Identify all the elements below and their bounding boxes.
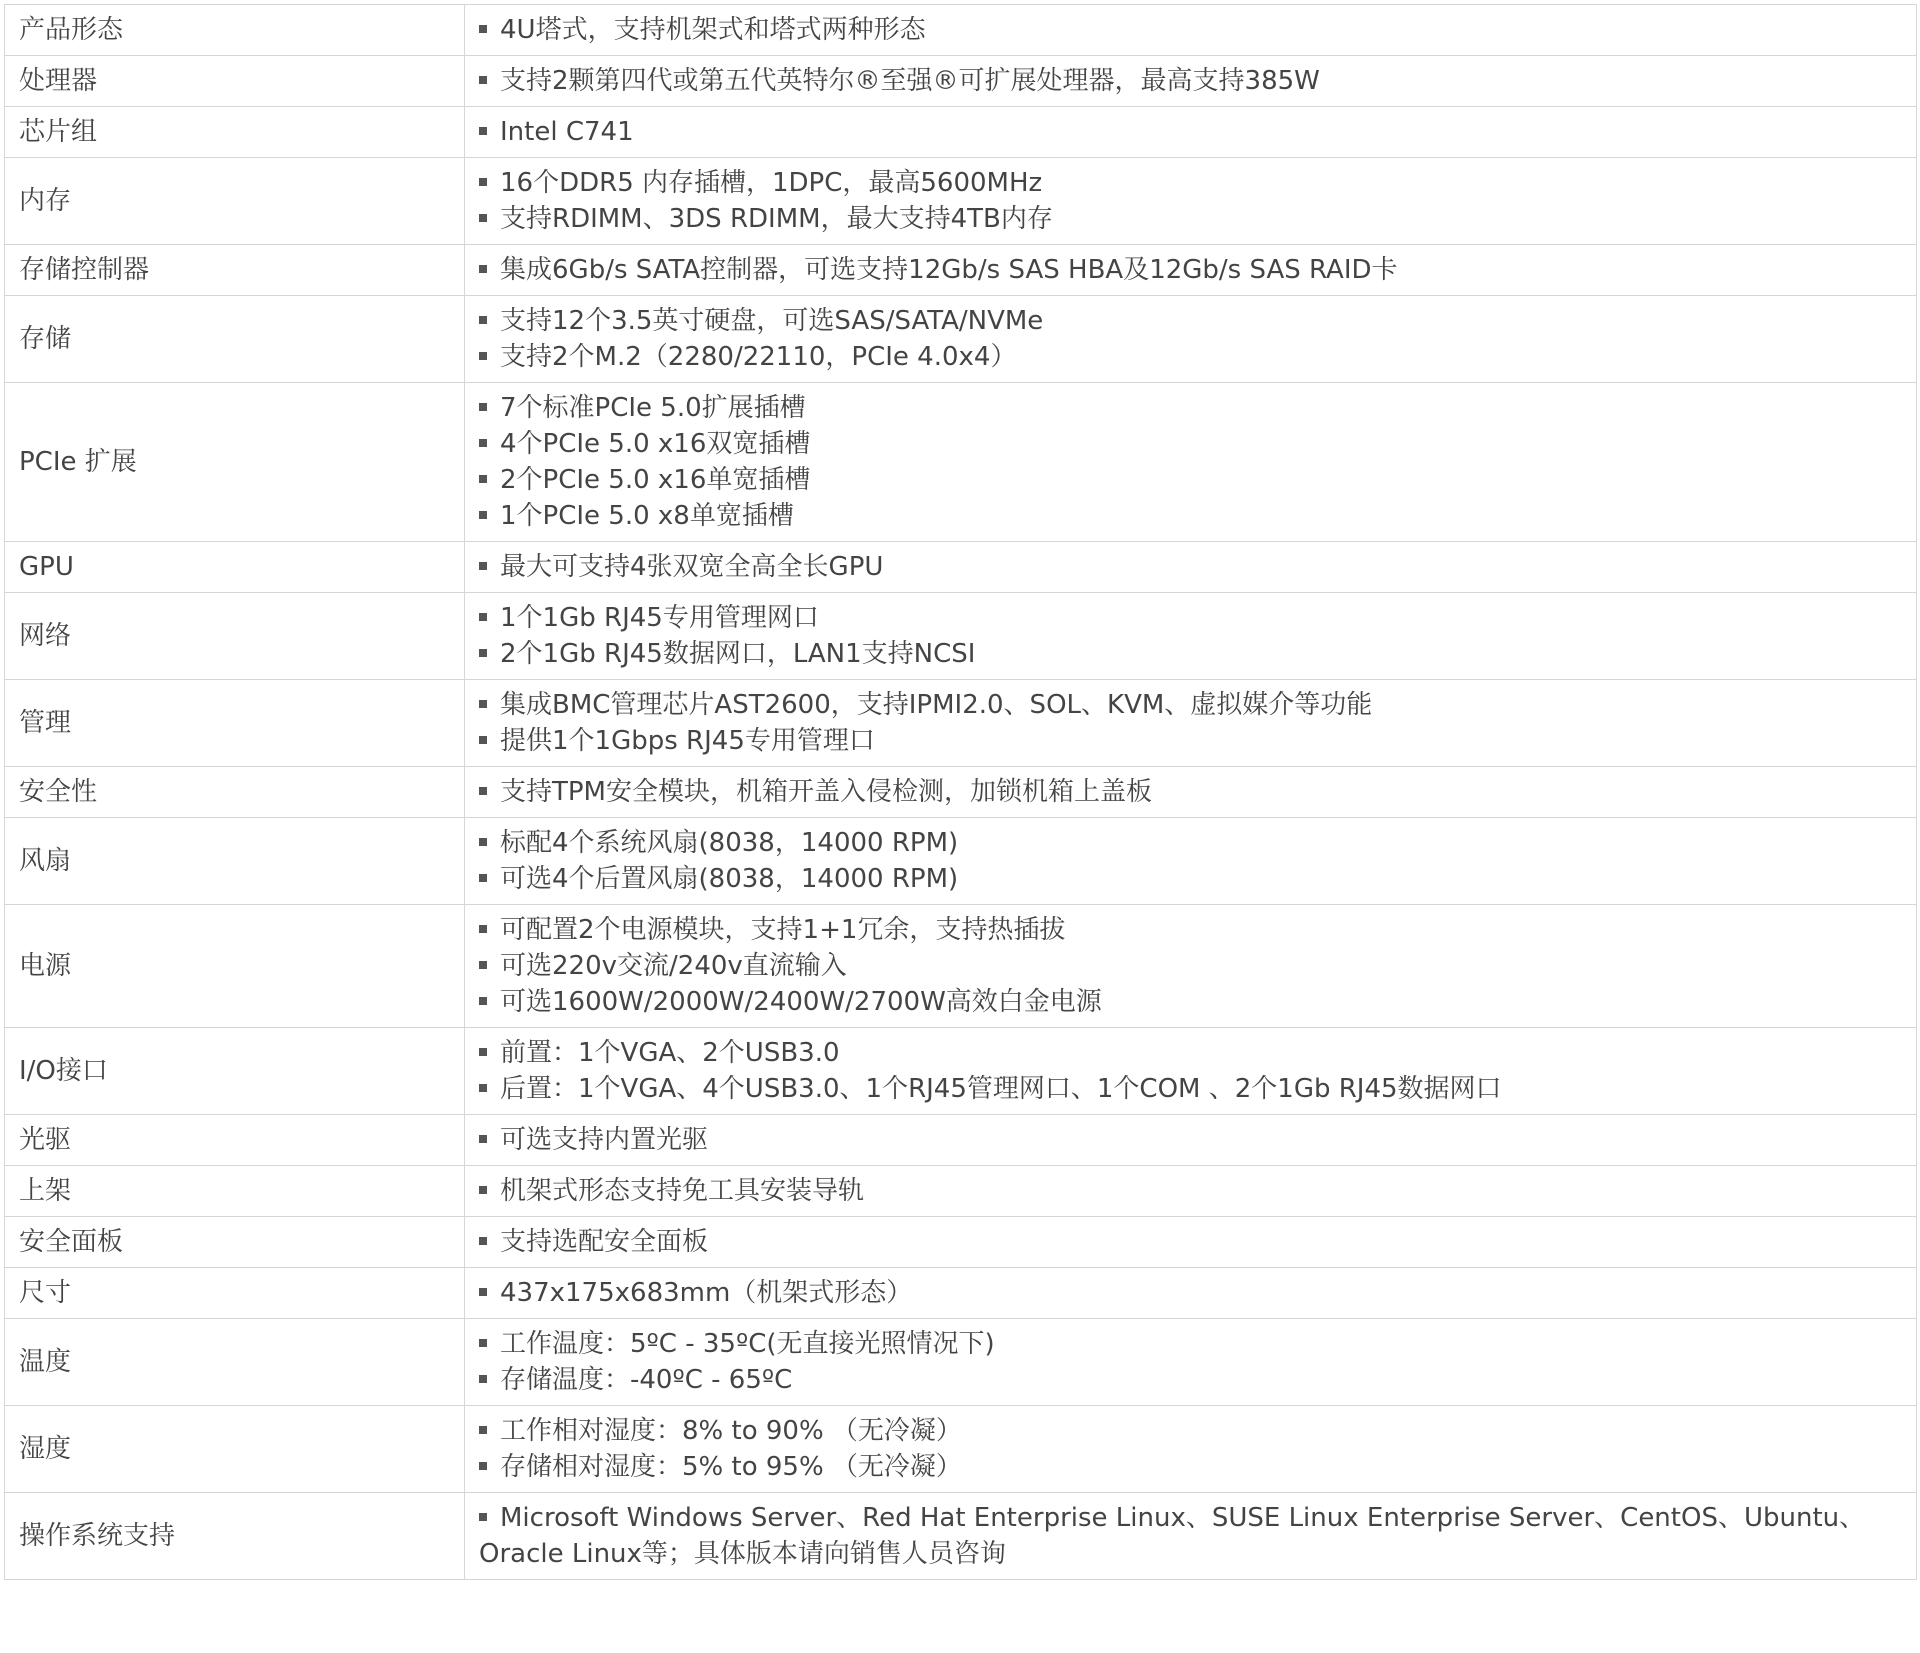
- spec-value-text: 4个PCIe 5.0 x16双宽插槽: [500, 429, 811, 459]
- spec-value-text: 最大可支持4张双宽全高全长GPU: [500, 552, 884, 582]
- spec-value-line: [479, 948, 1902, 984]
- spec-value-text: 可选220v交流/240v直流输入: [500, 951, 847, 981]
- spec-value-line: [479, 1224, 1902, 1260]
- spec-value-text: 4U塔式，支持机架式和塔式两种形态: [500, 15, 926, 45]
- spec-value-cell: [465, 107, 1917, 158]
- spec-value-line: [479, 723, 1902, 759]
- spec-value-line: [479, 1413, 1902, 1449]
- square-bullet-icon: [479, 265, 487, 273]
- spec-value-cell: [465, 1028, 1917, 1115]
- spec-row: [5, 1406, 1917, 1493]
- spec-value-line: [479, 825, 1902, 861]
- spec-row: [5, 1217, 1917, 1268]
- spec-label: 安全性: [5, 767, 465, 818]
- spec-value-cell: [465, 680, 1917, 767]
- square-bullet-icon: [479, 214, 487, 222]
- spec-label: 电源: [5, 905, 465, 1028]
- spec-value-cell: [465, 158, 1917, 245]
- square-bullet-icon: [479, 1186, 487, 1194]
- spec-value-text: 可选支持内置光驱: [500, 1125, 709, 1155]
- spec-value-cell: [465, 56, 1917, 107]
- spec-row: [5, 383, 1917, 542]
- spec-value-line: [479, 687, 1902, 723]
- spec-row: [5, 56, 1917, 107]
- spec-value-text: 标配4个系统风扇(8038，14000 RPM): [500, 828, 959, 858]
- square-bullet-icon: [479, 700, 487, 708]
- spec-value-line: [479, 636, 1902, 672]
- square-bullet-icon: [479, 787, 487, 795]
- spec-value-text: 支持2颗第四代或第五代英特尔®至强®可扩展处理器，最高支持385W: [500, 66, 1320, 96]
- spec-value-cell: [465, 1268, 1917, 1319]
- spec-value-text: Microsoft Windows Server、Red Hat Enterprise Linux、SUSE Linux Enterprise Server、CentOS、Ubuntu、Oracle Linux等；具体版本请向销售人员咨询: [479, 1503, 1866, 1569]
- spec-value-line: [479, 549, 1902, 585]
- spec-value-line: [479, 390, 1902, 426]
- spec-value-line: [479, 462, 1902, 498]
- spec-row: [5, 1268, 1917, 1319]
- spec-value-line: [479, 1326, 1902, 1362]
- spec-value-line: [479, 303, 1902, 339]
- spec-value-line: [479, 498, 1902, 534]
- square-bullet-icon: [479, 1288, 487, 1296]
- square-bullet-icon: [479, 1339, 487, 1347]
- spec-value-text: 后置：1个VGA、4个USB3.0、1个RJ45管理网口、1个COM 、2个1Gb RJ45数据网口: [500, 1074, 1502, 1104]
- spec-value-text: 工作相对湿度：8% to 90% （无冷凝）: [500, 1416, 962, 1446]
- square-bullet-icon: [479, 1237, 487, 1245]
- spec-label: 光驱: [5, 1115, 465, 1166]
- spec-row: [5, 5, 1917, 56]
- square-bullet-icon: [479, 649, 487, 657]
- spec-value-cell: [465, 593, 1917, 680]
- spec-value-cell: [465, 1406, 1917, 1493]
- square-bullet-icon: [479, 511, 487, 519]
- spec-row: [5, 905, 1917, 1028]
- square-bullet-icon: [479, 1462, 487, 1470]
- spec-row: [5, 818, 1917, 905]
- spec-value-line: [479, 912, 1902, 948]
- spec-label: 产品形态: [5, 5, 465, 56]
- spec-value-text: 支持TPM安全模块，机箱开盖入侵检测，加锁机箱上盖板: [500, 777, 1152, 807]
- spec-value-line: [479, 201, 1902, 237]
- spec-value-line: [479, 774, 1902, 810]
- square-bullet-icon: [479, 925, 487, 933]
- spec-row: [5, 1115, 1917, 1166]
- spec-value-line: [479, 426, 1902, 462]
- spec-value-cell: [465, 542, 1917, 593]
- spec-value-text: 可选1600W/2000W/2400W/2700W高效白金电源: [500, 987, 1102, 1017]
- spec-value-text: 可配置2个电源模块，支持1+1冗余，支持热插拔: [500, 915, 1066, 945]
- spec-value-text: 2个PCIe 5.0 x16单宽插槽: [500, 465, 811, 495]
- spec-label: 管理: [5, 680, 465, 767]
- spec-row: [5, 542, 1917, 593]
- square-bullet-icon: [479, 736, 487, 744]
- spec-value-text: 存储温度：-40ºC - 65ºC: [500, 1365, 793, 1395]
- spec-label: PCIe 扩展: [5, 383, 465, 542]
- spec-value-text: 支持12个3.5英寸硬盘，可选SAS/SATA/NVMe: [500, 306, 1044, 336]
- spec-label: 处理器: [5, 56, 465, 107]
- spec-label: 芯片组: [5, 107, 465, 158]
- spec-value-text: 16个DDR5 内存插槽，1DPC，最高5600MHz: [500, 168, 1043, 198]
- spec-value-text: 支持RDIMM、3DS RDIMM，最大支持4TB内存: [500, 204, 1053, 234]
- spec-value-cell: [465, 1166, 1917, 1217]
- square-bullet-icon: [479, 1135, 487, 1143]
- spec-value-line: [479, 1173, 1902, 1209]
- spec-value-text: 前置：1个VGA、2个USB3.0: [500, 1038, 840, 1068]
- spec-value-line: [479, 984, 1902, 1020]
- spec-value-text: Intel C741: [500, 117, 634, 147]
- spec-value-text: 可选4个后置风扇(8038，14000 RPM): [500, 864, 959, 894]
- spec-row: [5, 245, 1917, 296]
- spec-row: [5, 680, 1917, 767]
- spec-value-text: 集成BMC管理芯片AST2600，支持IPMI2.0、SOL、KVM、虚拟媒介等功能: [500, 690, 1373, 720]
- square-bullet-icon: [479, 838, 487, 846]
- square-bullet-icon: [479, 475, 487, 483]
- spec-value-line: [479, 1122, 1902, 1158]
- square-bullet-icon: [479, 961, 487, 969]
- square-bullet-icon: [479, 1513, 487, 1521]
- spec-label: 风扇: [5, 818, 465, 905]
- spec-row: [5, 593, 1917, 680]
- square-bullet-icon: [479, 127, 487, 135]
- spec-value-cell: [465, 245, 1917, 296]
- spec-label: 温度: [5, 1319, 465, 1406]
- square-bullet-icon: [479, 76, 487, 84]
- square-bullet-icon: [479, 178, 487, 186]
- spec-value-line: [479, 252, 1902, 288]
- spec-value-line: [479, 1071, 1902, 1107]
- spec-value-text: 437x175x683mm（机架式形态）: [500, 1278, 913, 1308]
- spec-value-cell: [465, 905, 1917, 1028]
- square-bullet-icon: [479, 316, 487, 324]
- spec-value-line: [479, 12, 1902, 48]
- spec-table: [4, 4, 1917, 1580]
- spec-value-line: [479, 1362, 1902, 1398]
- spec-value-cell: [465, 1319, 1917, 1406]
- spec-value-cell: [465, 296, 1917, 383]
- spec-label: 尺寸: [5, 1268, 465, 1319]
- spec-value-cell: [465, 1217, 1917, 1268]
- spec-row: [5, 767, 1917, 818]
- spec-value-cell: [465, 767, 1917, 818]
- spec-value-text: 2个1Gb RJ45数据网口，LAN1支持NCSI: [500, 639, 976, 669]
- square-bullet-icon: [479, 439, 487, 447]
- spec-label: 内存: [5, 158, 465, 245]
- spec-value-text: 提供1个1Gbps RJ45专用管理口: [500, 726, 875, 756]
- square-bullet-icon: [479, 562, 487, 570]
- spec-row: [5, 1319, 1917, 1406]
- spec-label: 网络: [5, 593, 465, 680]
- spec-value-text: 支持选配安全面板: [500, 1227, 709, 1257]
- square-bullet-icon: [479, 1048, 487, 1056]
- square-bullet-icon: [479, 874, 487, 882]
- spec-value-line: [479, 1449, 1902, 1485]
- spec-row: [5, 1028, 1917, 1115]
- spec-value-line: [479, 339, 1902, 375]
- spec-value-line: [479, 114, 1902, 150]
- spec-value-text: 集成6Gb/s SATA控制器，可选支持12Gb/s SAS HBA及12Gb/s SAS RAID卡: [500, 255, 1398, 285]
- spec-label: 操作系统支持: [5, 1493, 465, 1580]
- spec-label: 存储: [5, 296, 465, 383]
- square-bullet-icon: [479, 25, 487, 33]
- square-bullet-icon: [479, 1426, 487, 1434]
- spec-value-text: 存储相对湿度：5% to 95% （无冷凝）: [500, 1452, 962, 1482]
- square-bullet-icon: [479, 997, 487, 1005]
- spec-label: 上架: [5, 1166, 465, 1217]
- spec-value-cell: [465, 5, 1917, 56]
- spec-value-line: [479, 1500, 1902, 1572]
- spec-value-line: [479, 861, 1902, 897]
- spec-value-cell: [465, 1493, 1917, 1580]
- spec-value-line: [479, 165, 1902, 201]
- spec-row: [5, 158, 1917, 245]
- square-bullet-icon: [479, 1084, 487, 1092]
- spec-label: 湿度: [5, 1406, 465, 1493]
- spec-table-body: [5, 5, 1917, 1580]
- square-bullet-icon: [479, 403, 487, 411]
- spec-value-text: 机架式形态支持免工具安装导轨: [500, 1176, 865, 1206]
- spec-row: [5, 296, 1917, 383]
- spec-value-text: 1个1Gb RJ45专用管理网口: [500, 603, 819, 633]
- spec-value-line: [479, 63, 1902, 99]
- spec-value-text: 支持2个M.2（2280/22110，PCIe 4.0x4）: [500, 342, 1017, 372]
- spec-value-line: [479, 1275, 1902, 1311]
- spec-row: [5, 107, 1917, 158]
- square-bullet-icon: [479, 613, 487, 621]
- square-bullet-icon: [479, 352, 487, 360]
- spec-value-cell: [465, 383, 1917, 542]
- spec-label: 安全面板: [5, 1217, 465, 1268]
- spec-label: I/O接口: [5, 1028, 465, 1115]
- spec-row: [5, 1166, 1917, 1217]
- spec-value-line: [479, 600, 1902, 636]
- spec-label: GPU: [5, 542, 465, 593]
- spec-value-text: 7个标准PCIe 5.0扩展插槽: [500, 393, 806, 423]
- spec-row: [5, 1493, 1917, 1580]
- spec-value-text: 工作温度：5ºC - 35ºC(无直接光照情况下): [500, 1329, 995, 1359]
- spec-value-cell: [465, 1115, 1917, 1166]
- square-bullet-icon: [479, 1375, 487, 1383]
- spec-value-cell: [465, 818, 1917, 905]
- spec-label: 存储控制器: [5, 245, 465, 296]
- spec-value-text: 1个PCIe 5.0 x8单宽插槽: [500, 501, 794, 531]
- spec-value-line: [479, 1035, 1902, 1071]
